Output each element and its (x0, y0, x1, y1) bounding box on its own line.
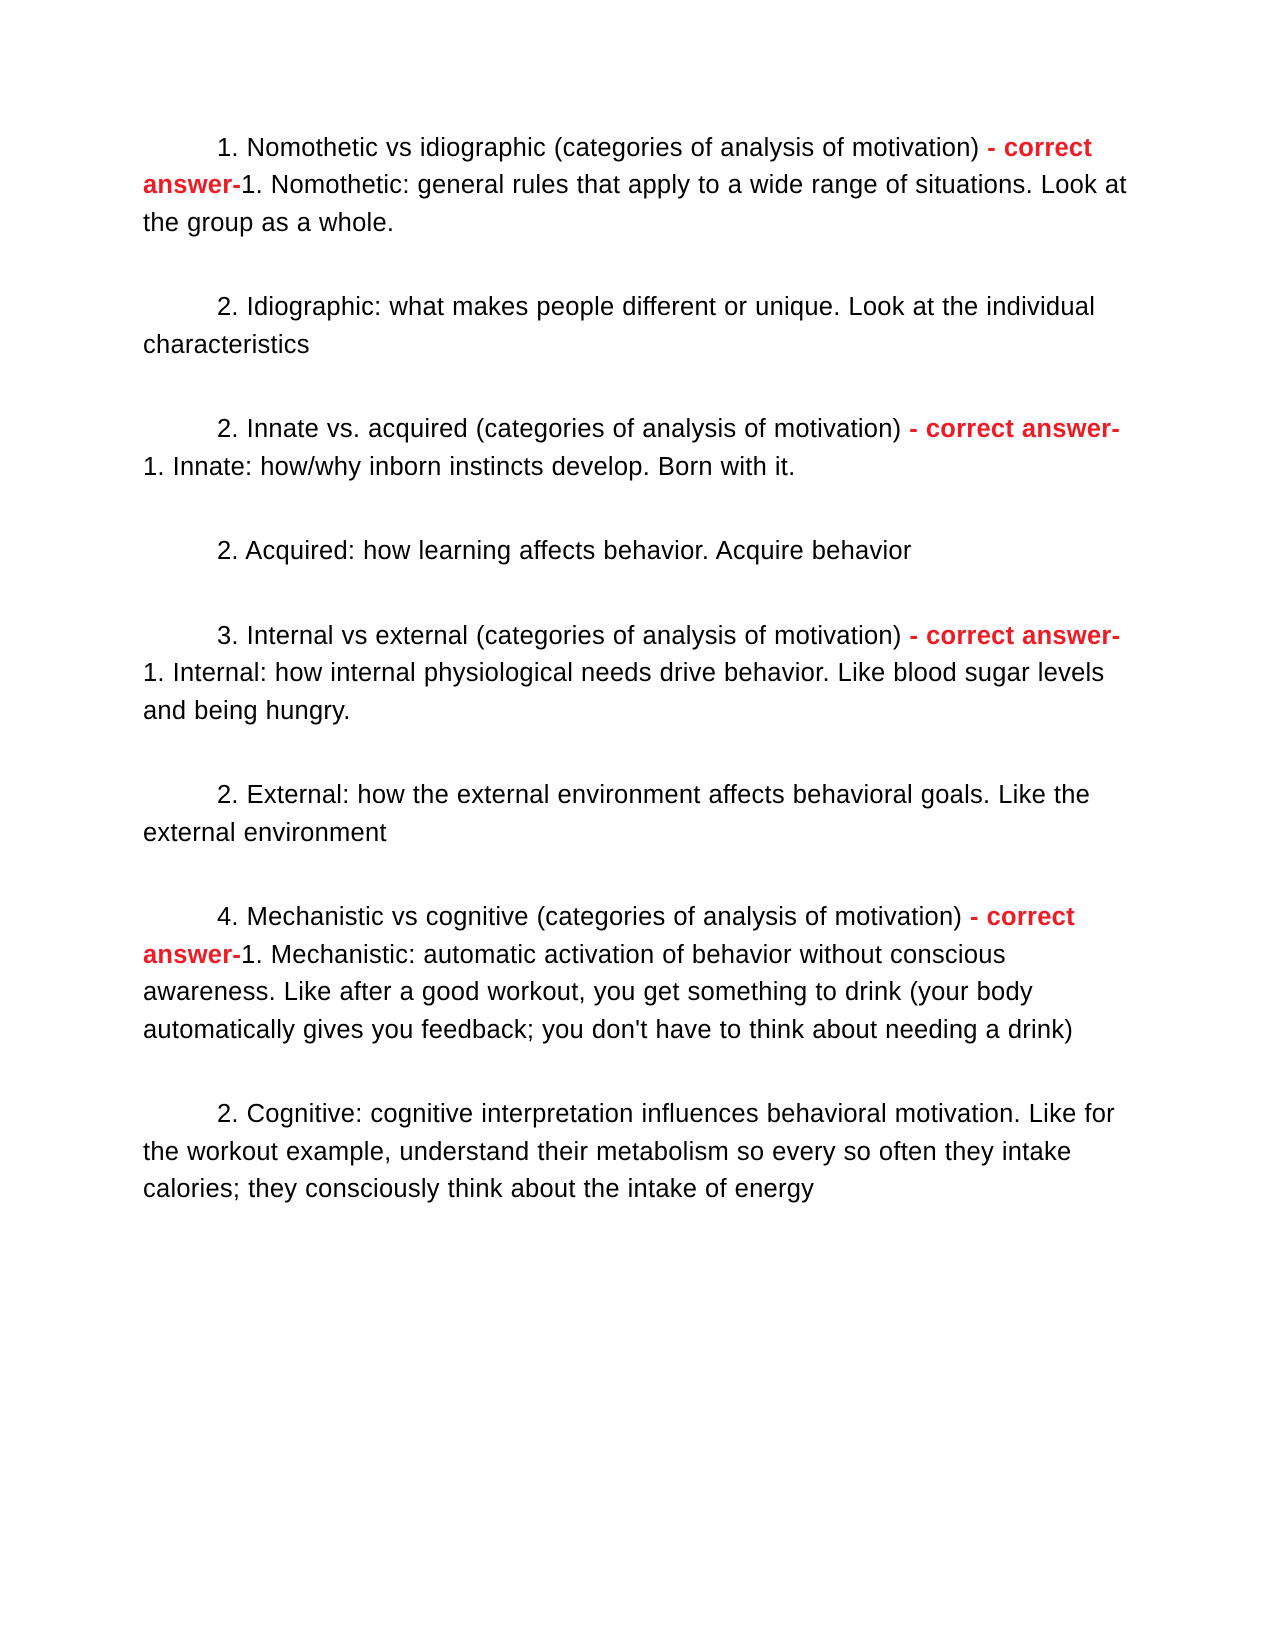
qa-paragraph (143, 899, 1130, 1049)
qa-paragraph (143, 777, 1130, 852)
qa-paragraph (143, 1096, 1130, 1208)
correct-answer-marker: - correct answer- (901, 621, 1121, 650)
answer-text: 2. External: how the external environment affects behavioral goals. Like the external environment (143, 781, 1091, 847)
question-text: 4. Mechanistic vs cognitive (categories of analysis of motivation) (217, 903, 963, 932)
answer-text: 1. Nomothetic: general rules that apply to a wide range of situations. Look at the group as a whole. (143, 171, 1127, 237)
answer-text: 1. Innate: how/why inborn instincts develop. Born with it. (143, 452, 796, 481)
answer-text: 2. Cognitive: cognitive interpretation influences behavioral motivation. Like for the workout example, understand their metabolism so every so often they intake calories; they consciously think about the intake of energy (143, 1100, 1115, 1204)
question-text: 1. Nomothetic vs idiographic (categories of analysis of motivation) (217, 134, 980, 162)
qa-paragraph (143, 618, 1130, 730)
question-text: 3. Internal vs external (categories of analysis of motivation) (217, 621, 902, 650)
answer-text: 2. Idiographic: what makes people different or unique. Look at the individual characteristics (143, 293, 1096, 359)
correct-answer-marker: - correct answer- (143, 903, 1075, 969)
question-text: 2. Innate vs. acquired (categories of analysis of motivation) (217, 415, 902, 444)
qa-paragraph (143, 289, 1130, 364)
qa-paragraph (143, 130, 1130, 242)
answer-text: 2. Acquired: how learning affects behavior. Acquire behavior (217, 537, 912, 566)
correct-answer-marker: - correct answer- (143, 134, 1093, 200)
qa-paragraph (143, 411, 1130, 486)
answer-text: 1. Mechanistic: automatic activation of behavior without conscious awareness. Like after a good workout, you get something to drink (your body automatically gives you feedback; you don't have to think about needing a drink) (143, 940, 1074, 1044)
answer-text: 1. Internal: how internal physiological needs drive behavior. Like blood sugar levels and being hungry. (143, 659, 1105, 725)
qa-paragraph (143, 533, 1130, 570)
correct-answer-marker: - correct answer- (901, 415, 1121, 444)
